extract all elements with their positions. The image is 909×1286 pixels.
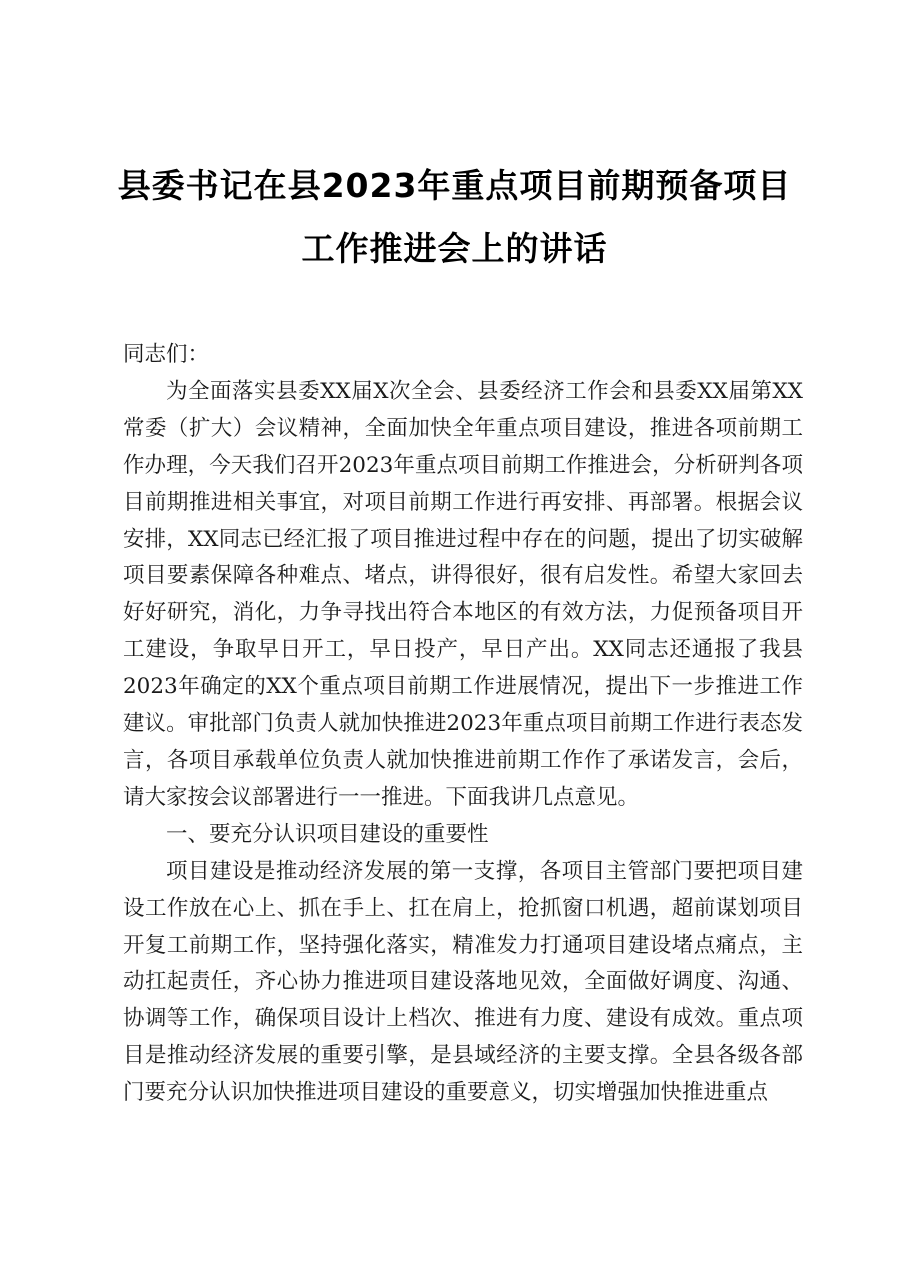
paragraph-intro: 为全面落实县委XX届X次全会、县委经济工作会和县委XX届第XX常委（扩大）会议精神，全面加快全年重点项目建设，推进各项前期工作办理，今天我们召开2023年重点项目前期工作推进会，分析研判各项目前期推进相关事宜，对项目前期工作进行再安排、再部署。根据会议安排，XX同志已经汇报了项目推进过程中存在的问题，提出了切实破解项目要素保障各种难点、堵点，讲得很好，很有启发性。希望大家回去好好研究，消化，力争寻找出符合本地区的有效方法，力促预备项目开工建设，争取早日开工，早日投产，早日产出。XX同志还通报了我县2023年确定的XX个重点项目前期工作进展情况，提出下一步推进工作建议。审批部门负责人就加快推进2023年重点项目前期工作进行表态发言，各项目承载单位负责人就加快推进前期工作作了承诺发言，会后，请大家按会议部署进行一一推进。下面我讲几点意见。 — [123, 378, 803, 810]
document-body — [123, 337, 803, 1112]
document-title-line-2: 工作推进会上的讲话 — [301, 229, 608, 268]
section-heading-1: 一、要充分认识项目建设的重要性 — [166, 821, 489, 847]
salutation: 同志们： — [123, 342, 210, 367]
paragraph-section-1: 项目建设是推动经济发展的第一支撑，各项目主管部门要把项目建设工作放在心上、抓在手上、扛在肩上，抢抓窗口机遇，超前谋划项目开复工前期工作，坚持强化落实，精准发力打通项目建设堵点痛点，主动扛起责任，齐心协力推进项目建设落地见效，全面做好调度、沟通、协调等工作，确保项目设计上档次、推进有力度、建设有成效。重点项目是推动经济发展的重要引擎，是县域经济的主要支撑。全县各级各部门要充分认识加快推进项目建设的重要意义，切实增强加快推进重点 — [123, 858, 803, 1106]
document-title-line-1: 县委书记在县2023年重点项目前期预备项目 — [117, 166, 792, 205]
